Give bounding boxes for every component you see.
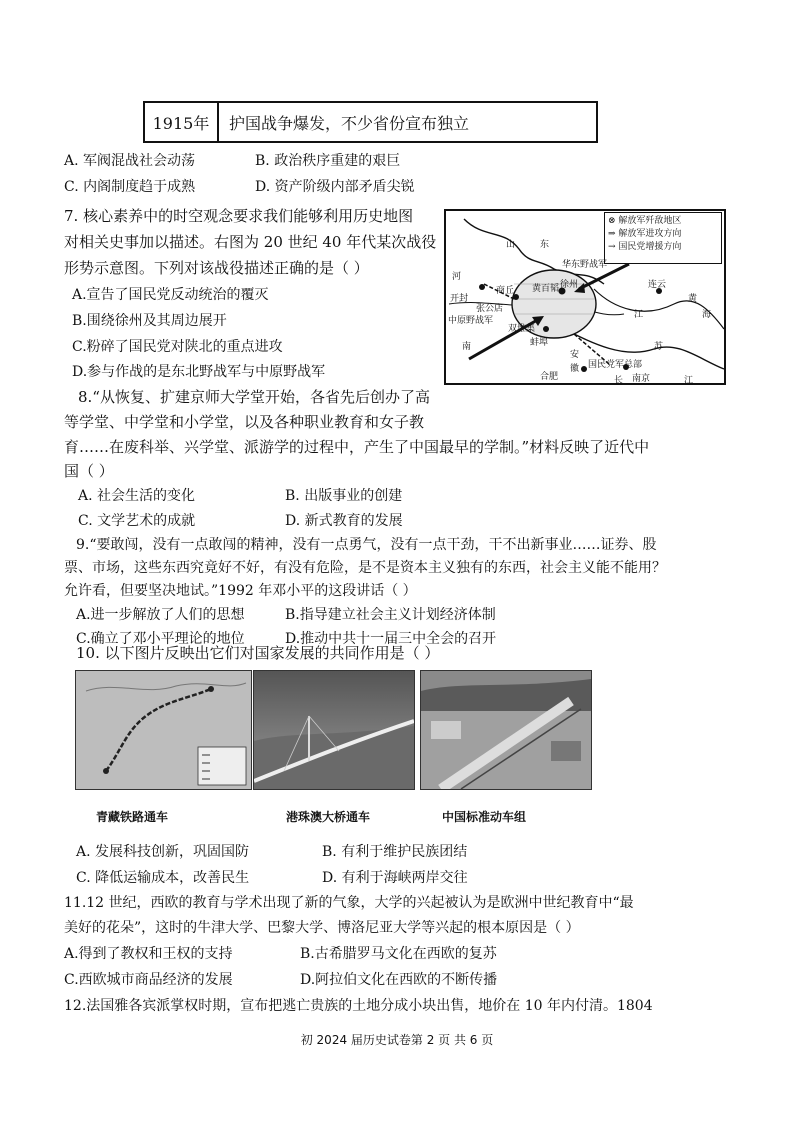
q6-option-b: B. 政治秩序重建的艰巨 (255, 153, 401, 169)
map-label: 蚌埠 (530, 338, 549, 348)
q12-stem-line-1: 12.法国雅各宾派掌权时期，宣布把逃亡贵族的土地分成小块出售，地价在 10 年内付清。1804 (64, 998, 653, 1014)
table-event: 护国战争爆发，不少省份宣布独立 (229, 113, 470, 133)
hzmb-bridge-photo (253, 670, 415, 790)
q8-option-c: C. 文学艺术的成就 (78, 513, 196, 529)
map-label: 连云 (648, 280, 667, 290)
q6-option-c: C. 内阁制度趋于成熟 (64, 179, 196, 195)
q7-option-d: D.参与作战的是东北野战军与中原野战军 (72, 364, 326, 380)
battle-map (444, 209, 726, 385)
q11-stem-line-1: 11.12 世纪，西欧的教育与学术出现了新的气象，大学的兴起被认为是欧洲中世纪教育中“最 (64, 895, 634, 911)
caption-emu: 中国标准动车组 (442, 810, 527, 824)
map-label: 黄百韬 (532, 284, 560, 294)
caption-hzmb: 港珠澳大桥通车 (286, 810, 371, 824)
railway-map-image (76, 671, 251, 789)
q11-option-a: A.得到了教权和王权的支持 (64, 946, 233, 962)
q7-stem-line-2: 对相关史事加以描述。右图为 20 世纪 40 年代某次战役 (64, 233, 437, 251)
q11-option-c: C.西欧城市商品经济的发展 (64, 972, 233, 988)
map-label: 黄 (688, 294, 698, 304)
q9-stem-line-1: 9.“要敢闯，没有一点敢闯的精神，没有一点勇气，没有一点干劲，干不出新事业……证券、股 (76, 537, 657, 553)
map-label: 华东野战军 (562, 260, 608, 270)
map-label: 南京 (632, 374, 651, 384)
q8-option-a: A. 社会生活的变化 (78, 488, 196, 504)
q8-stem-line-3: 育……在废科举、兴学堂、派游学的过程中，产生了中国最早的学制。”材料反映了近代中 (64, 438, 650, 456)
q10-option-b: B. 有利于维护民族团结 (322, 844, 468, 860)
map-label: 安 (570, 350, 580, 360)
train-image (421, 671, 591, 789)
q11-stem-line-2: 美好的花朵”，这时的牛津大学、巴黎大学、博洛尼亚大学等兴起的根本原因是（ ） (64, 920, 580, 936)
bridge-image (254, 671, 414, 789)
map-label: 江 (684, 376, 694, 386)
legend-item-annihilation: ⊗ 解放军歼敌地区 (608, 216, 682, 226)
map-label: 河 (452, 272, 462, 282)
map-label: 双堆集 (508, 324, 536, 334)
map-label: 山 (506, 240, 516, 250)
page-footer: 初 2024 届历史试卷第 2 页 共 6 页 (300, 1033, 494, 1047)
qinghai-tibet-railway-photo (75, 670, 252, 790)
q9-stem-line-3: 允许看，但要坚决地试。”1992 年邓小平的这段讲话（ ） (64, 583, 417, 599)
map-label: 东 (540, 240, 550, 250)
q6-option-a: A. 军阀混战社会动荡 (64, 153, 196, 169)
map-label: 江 (634, 310, 644, 320)
q7-stem-line-3: 形势示意图。下列对该战役描述正确的是（ ） (64, 259, 369, 277)
q9-option-d: D.推动中共十一届三中全会的召开 (285, 631, 497, 647)
q8-stem-line-1: 8.“从恢复、扩建京师大学堂开始，各省先后创办了高 (78, 388, 430, 406)
caption-qinghai-tibet: 青藏铁路通车 (96, 810, 169, 824)
q9-option-c: C.确立了邓小平理论的地位 (76, 631, 245, 647)
q9-option-a: A.进一步解放了人们的思想 (76, 607, 245, 623)
map-label: 苏 (654, 342, 664, 352)
emu-train-photo (420, 670, 592, 790)
q10-stem: 10. 以下图片反映出它们对国家发展的共同作用是（ ） (76, 644, 440, 662)
q10-option-c: C. 降低运输成本，改善民生 (76, 870, 250, 886)
legend-item-pla-advance: ⇒ 解放军进攻方向 (608, 229, 682, 239)
map-label: 海 (702, 310, 712, 320)
map-label: 开封 (450, 294, 469, 304)
map-label: 合肥 (540, 372, 559, 382)
q7-option-c: C.粉碎了国民党对陕北的重点进攻 (72, 339, 283, 355)
q7-option-a: A.宣告了国民党反动统治的覆灭 (72, 287, 269, 303)
q8-option-d: D. 新式教育的发展 (285, 513, 403, 529)
q8-stem-line-4: 国（ ） (64, 462, 114, 480)
q8-stem-line-2: 等学堂、中学堂和小学堂，以及各种职业教育和女子教 (64, 413, 425, 431)
map-label: 中原野战军 (448, 316, 494, 326)
q11-option-b: B.古希腊罗马文化在西欧的复苏 (300, 946, 497, 962)
map-label: 徐州 (560, 280, 579, 290)
q9-option-b: B.指导建立社会主义计划经济体制 (285, 607, 496, 623)
map-legend (604, 212, 722, 264)
map-label: 国民党军总部 (588, 360, 643, 370)
map-label: 南 (462, 342, 472, 352)
q8-option-b: B. 出版事业的创建 (285, 488, 403, 504)
legend-item-kmt-reinforce: → 国民党增援方向 (608, 242, 682, 252)
map-label: 商丘 (496, 286, 515, 296)
q11-option-d: D.阿拉伯文化在西欧的不断传播 (300, 972, 498, 988)
q10-option-a: A. 发展科技创新，巩固国防 (76, 844, 250, 860)
q7-option-b: B.围绕徐州及其周边展开 (72, 313, 227, 329)
q10-option-d: D. 有利于海峡两岸交往 (322, 870, 468, 886)
q6-option-d: D. 资产阶级内部矛盾尖锐 (255, 179, 415, 195)
map-label: 徽 (570, 364, 580, 374)
table-year: 1915年 (145, 103, 219, 141)
event-table (143, 101, 598, 143)
map-label: 张公店 (476, 304, 504, 314)
q7-stem-line-1: 7. 核心素养中的时空观念要求我们能够利用历史地图 (64, 207, 414, 225)
map-label: 长 (614, 376, 624, 386)
q9-stem-line-2: 票、市场，这些东西究竟好不好，有没有危险，是不是资本主义独有的东西，社会主义能不能用？ (64, 560, 666, 576)
